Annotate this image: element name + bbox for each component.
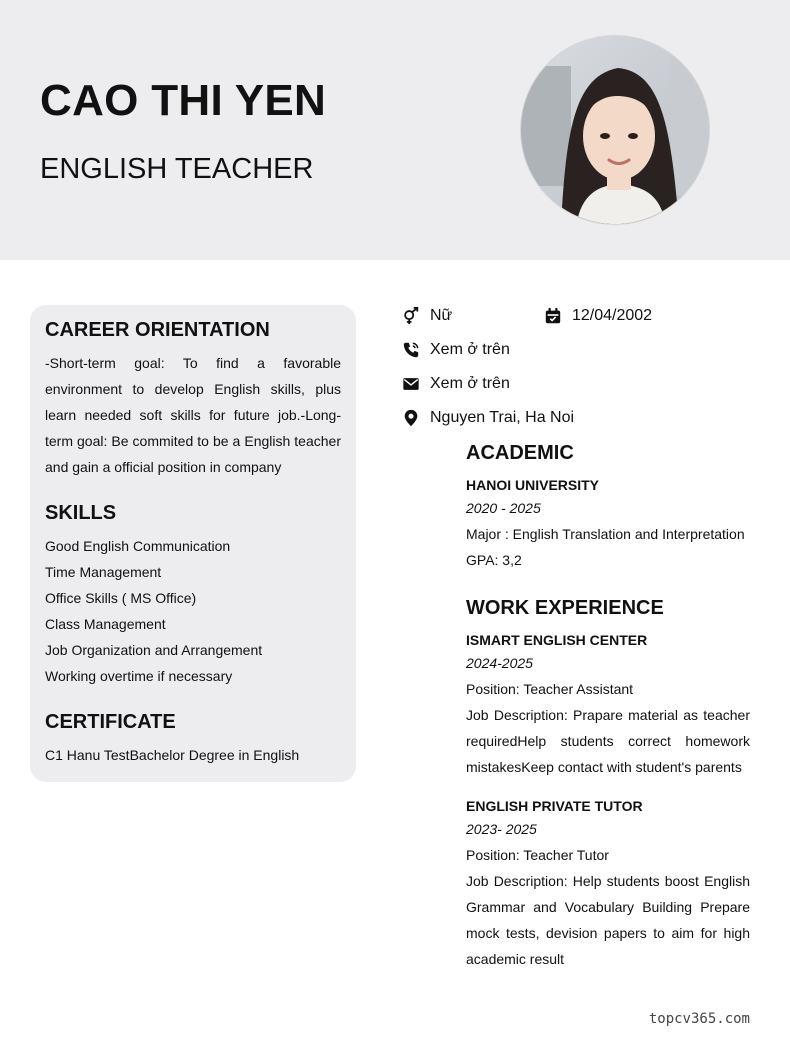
job-entry — [466, 796, 750, 972]
job-position: Position: Teacher Assistant — [466, 681, 634, 697]
job-position: Position: Teacher Tutor — [466, 847, 609, 863]
skill-item: Time Management — [45, 564, 162, 580]
work-title: WORK EXPERIENCE — [466, 597, 664, 619]
career-title: CAREER ORIENTATION — [45, 319, 270, 341]
job-description: Job Description: Help students boost English Grammar and Vocabulary Building Prepare mock tests, devision papers to aim for high academic result — [466, 873, 750, 967]
skill-item: Good English Communication — [45, 538, 231, 554]
contact-address — [402, 406, 574, 430]
calendar-icon — [544, 307, 562, 325]
contact-email — [402, 372, 510, 396]
contact-birthday — [544, 304, 652, 328]
phone-value: Xem ở trên — [430, 341, 510, 358]
job-entry — [466, 630, 750, 780]
academic-title: ACADEMIC — [466, 442, 574, 464]
job-period: 2024-2025 — [466, 655, 533, 671]
skill-item: Office Skills ( MS Office) — [45, 590, 197, 606]
academic-period: 2020 - 2025 — [466, 500, 541, 516]
contact-phone — [402, 338, 510, 362]
left-info-card — [30, 305, 356, 782]
academic-major: Major : English Translation and Interpretation — [466, 526, 745, 542]
location-icon — [402, 409, 420, 427]
academic-school: HANOI UNIVERSITY — [466, 477, 600, 493]
skills-title: SKILLS — [45, 502, 117, 524]
career-text: -Short-term goal: To find a favorable environment to develop English skills, plus learn needed soft skills for future job.-Long-term goal: Be commited to be a English teacher and gain a official position in company — [45, 355, 341, 475]
birthday-value: 12/04/2002 — [572, 307, 653, 324]
job-org: ENGLISH PRIVATE TUTOR — [466, 798, 643, 814]
gender-icon — [402, 307, 420, 325]
certificate-text: C1 Hanu TestBachelor Degree in English — [45, 747, 300, 763]
candidate-name: CAO THI YEN — [40, 76, 327, 125]
certificate-title: CERTIFICATE — [45, 711, 176, 733]
phone-icon — [402, 341, 420, 359]
skills-list — [45, 533, 341, 689]
skill-item: Working overtime if necessary — [45, 668, 233, 684]
job-org: ISMART ENGLISH CENTER — [466, 632, 648, 648]
header-banner — [0, 0, 790, 260]
profile-photo-illustration — [521, 36, 710, 225]
skill-item: Class Management — [45, 616, 166, 632]
skill-item: Job Organization and Arrangement — [45, 642, 263, 658]
job-period: 2023- 2025 — [466, 821, 537, 837]
gender-value: Nữ — [430, 307, 453, 324]
email-value: Xem ở trên — [430, 375, 510, 392]
mail-icon — [402, 375, 420, 393]
academic-gpa: GPA: 3,2 — [466, 552, 522, 568]
contact-gender — [402, 304, 452, 328]
job-description: Job Description: Prapare material as teacher requiredHelp students correct homework mistakesKeep contact with student's parents — [466, 707, 750, 775]
candidate-role: ENGLISH TEACHER — [40, 153, 314, 185]
address-value: Nguyen Trai, Ha Noi — [430, 409, 575, 426]
profile-photo — [520, 35, 710, 225]
watermark-text: topcv365.com — [648, 1011, 750, 1027]
right-column — [466, 442, 750, 972]
